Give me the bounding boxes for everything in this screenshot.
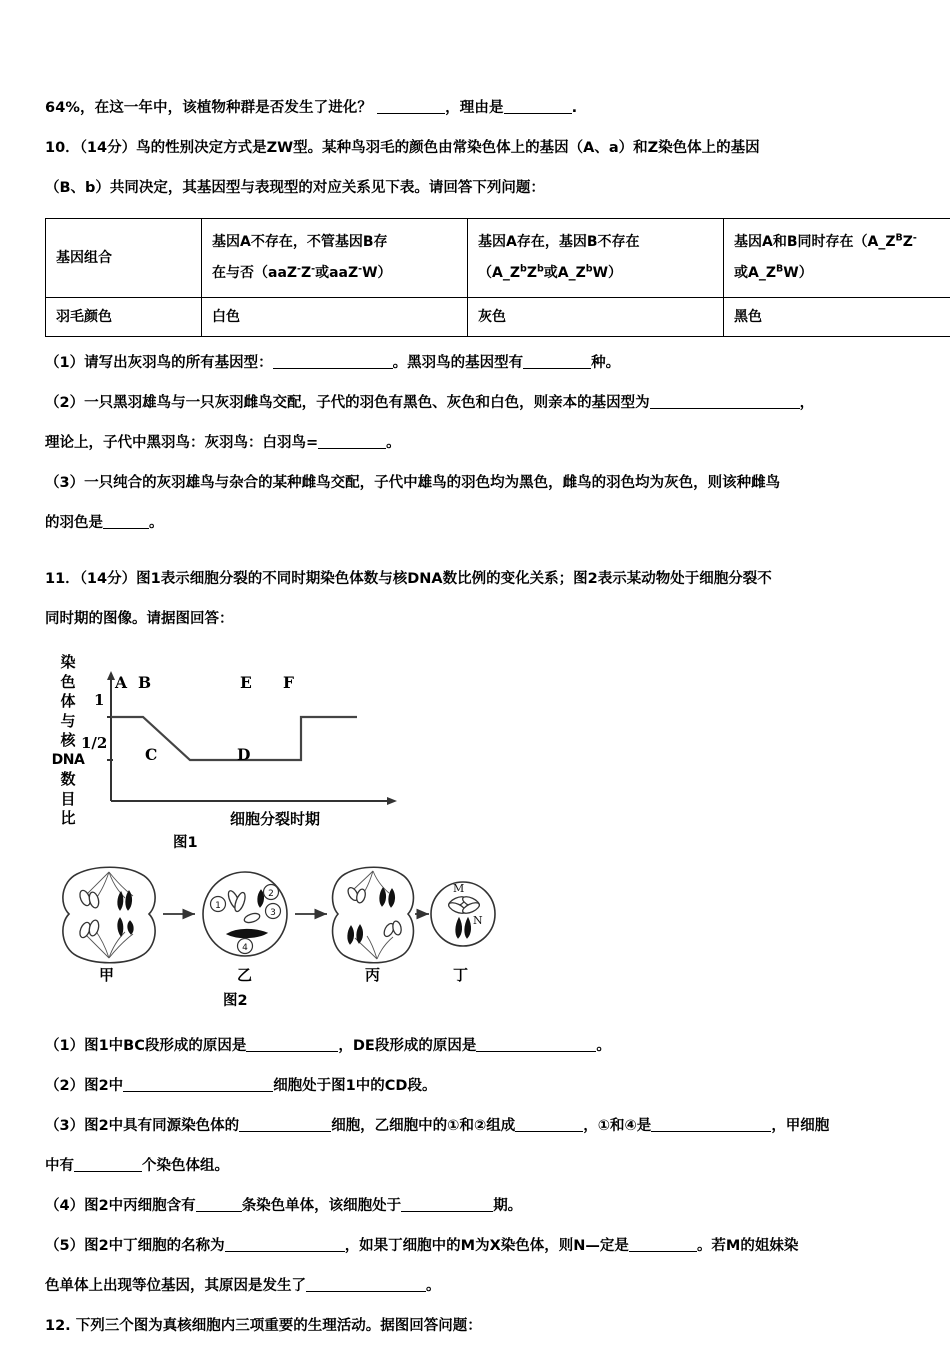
q11-sub3-b: ，①和④是 xyxy=(583,1118,651,1134)
q11-sub1-mid: ，DE段形成的原因是 xyxy=(338,1038,476,1054)
question-10-number: 10． xyxy=(45,140,80,156)
answer-blank[interactable] xyxy=(196,1211,242,1212)
q10-sub2-prefix: （2）一只黑羽雄鸟与一只灰羽雌鸟交配，子代的羽色有黑色、灰色和白色，则亲本的基因型为 xyxy=(45,395,650,411)
chromosome-N-label: N xyxy=(473,914,483,927)
answer-blank[interactable] xyxy=(629,1251,697,1252)
q10-sub3-line2-prefix: 的羽色是 xyxy=(45,515,103,531)
sup-B-2: B xyxy=(776,263,783,274)
y-label-char-1: 色 xyxy=(51,673,85,693)
answer-blank[interactable] xyxy=(318,448,386,449)
table-row-feather-color xyxy=(46,298,950,337)
spacer xyxy=(45,543,917,559)
sup-b-1: b xyxy=(520,263,527,274)
q11-sub2-suffix: 细胞处于图1中的CD段。 xyxy=(273,1078,436,1094)
q11-sub3-prefix: （3）图2中具有同源染色体的 xyxy=(45,1118,239,1134)
question-11-number: 11． xyxy=(45,571,80,587)
color-cell-gray: 灰色 xyxy=(468,298,724,337)
q10-sub2-line2-prefix: 理论上，子代中黑羽鸟：灰羽鸟：白羽鸟= xyxy=(45,435,318,451)
page-content xyxy=(45,88,917,1346)
data-point-label-F: F xyxy=(283,673,294,692)
sup-minus-2: - xyxy=(311,263,315,274)
answer-blank[interactable] xyxy=(401,1211,493,1212)
y-tick-label-1: 1 xyxy=(94,691,104,709)
data-point-label-B: B xyxy=(138,673,151,692)
q11-sub4-prefix: （4）图2中丙细胞含有 xyxy=(45,1198,196,1214)
q11-sub4-suffix: 期。 xyxy=(493,1198,522,1214)
y-label-char-2: 体 xyxy=(51,692,85,712)
cell-label-ding: 丁 xyxy=(453,964,468,985)
figure-2-caption: 图2 xyxy=(223,989,248,1010)
q11-sub4-mid: 条染色单体，该细胞处于 xyxy=(242,1198,402,1214)
data-point-label-C: C xyxy=(145,745,157,764)
q11-sub3-a: 细胞，乙细胞中的①和②组成 xyxy=(331,1118,515,1134)
y-label-char-6: 数 xyxy=(51,770,85,790)
question-12-stem xyxy=(45,1306,917,1346)
q10-sub1-mid: 。黑羽鸟的基因型有 xyxy=(393,355,524,371)
question-10-score: （14分） xyxy=(80,140,136,156)
answer-blank[interactable] xyxy=(306,1291,426,1292)
y-label-char-0: 染 xyxy=(51,653,85,673)
question-12-stem-text: 下列三个图为真核细胞内三项重要的生理活动。据图回答问题： xyxy=(76,1318,482,1334)
answer-blank[interactable] xyxy=(377,113,445,114)
question-10-stem-line1 xyxy=(45,128,917,168)
answer-blank[interactable] xyxy=(515,1131,583,1132)
question-11-sub5-line1 xyxy=(45,1226,917,1266)
question-11-sub3-line2 xyxy=(45,1146,917,1186)
data-point-label-A: A xyxy=(115,673,127,692)
answer-blank[interactable] xyxy=(74,1171,142,1172)
svg-text:4: 4 xyxy=(242,943,248,953)
cell-label-yi: 乙 xyxy=(237,964,252,985)
answer-blank[interactable] xyxy=(273,368,393,369)
chromosome-M-label: M xyxy=(453,882,464,895)
question-10-stem-text2: （B、b）共同决定，其基因型与表现型的对应关系见下表。请回答下列问题： xyxy=(45,180,545,196)
y-axis-arrow xyxy=(107,671,115,680)
q11-sub5-prefix: （5）图2中丁细胞的名称为 xyxy=(45,1238,225,1254)
answer-blank[interactable] xyxy=(225,1251,345,1252)
question-10-stem-text1: 鸟的性别决定方式是ZW型。某种鸟羽毛的颜色由常染色体上的基因（A、a）和Z染色体上的基因 xyxy=(136,140,760,156)
q10-sub2-line2-suffix: 。 xyxy=(386,435,401,451)
question-11-stem-line2 xyxy=(45,599,917,639)
svg-text:3: 3 xyxy=(270,908,276,918)
cell-label-jia: 甲 xyxy=(99,964,114,985)
genotype-cell-black xyxy=(724,219,950,298)
row-header-genotype: 基因组合 xyxy=(46,219,202,298)
genotype-cell-white-line1: 基因A不存在，不管基因B存 xyxy=(212,234,388,250)
y-label-char-4: 核 xyxy=(51,731,85,751)
y-label-char-5: DNA xyxy=(51,751,85,771)
y-label-char-8: 比 xyxy=(51,809,85,829)
question-11-sub4 xyxy=(45,1186,917,1226)
genotype-cell-white xyxy=(202,219,468,298)
genotype-cell-gray-line1: 基因A存在，基因B不存在 xyxy=(478,234,640,250)
q10-sub3-line1: （3）一只纯合的灰羽雄鸟与杂合的某种雌鸟交配，子代中雄鸟的羽色均为黑色，雌鸟的羽色均为灰色，则该种雌鸟 xyxy=(45,475,780,491)
row-header-feather-color: 羽毛颜色 xyxy=(46,298,202,337)
table-row-genotype xyxy=(46,219,950,298)
q11-sub3-line2-prefix: 中有 xyxy=(45,1158,74,1174)
answer-blank[interactable] xyxy=(103,528,149,529)
q11-sub2-prefix: （2）图2中 xyxy=(45,1078,123,1094)
genotype-cell-black-line1: 基因A和B同时存在（$A\_Z^BZ^-$ xyxy=(734,234,917,250)
question-11-score: （14分） xyxy=(80,571,136,587)
q11-sub5-line2-suffix: 。 xyxy=(426,1278,441,1294)
cell-jia xyxy=(63,867,155,963)
q11-sub1-suffix: 。 xyxy=(596,1038,611,1054)
question-10-sub3-line2 xyxy=(45,503,917,543)
sup-b-2: b xyxy=(537,263,544,274)
sup-b-3: b xyxy=(586,263,593,274)
genotype-cell-black-line2: 或$A\_Z^BW$） xyxy=(734,265,813,281)
cell-ding-svg xyxy=(415,872,505,972)
question-10-sub1 xyxy=(45,343,917,383)
cell-bing xyxy=(333,867,414,963)
q10-sub1-prefix: （1）请写出灰羽鸟的所有基因型： xyxy=(45,355,273,371)
sup-minus-1: - xyxy=(297,263,301,274)
figure-1-svg xyxy=(95,671,415,831)
question-10-sub3-line1 xyxy=(45,463,917,503)
question-11-sub2 xyxy=(45,1066,917,1106)
question-11-stem-line1 xyxy=(45,559,917,599)
color-cell-black: 黑色 xyxy=(724,298,950,337)
figure-1 xyxy=(45,653,425,858)
answer-blank[interactable] xyxy=(651,1131,771,1132)
answer-blank[interactable] xyxy=(239,1131,331,1132)
sup-minus-3: - xyxy=(358,263,362,274)
figure-1-y-axis-label xyxy=(51,653,85,829)
question-10-stem-line2 xyxy=(45,168,917,208)
continuation-text-mid: ，理由是 xyxy=(445,100,503,116)
sup-B-1: B xyxy=(896,232,903,243)
cell-label-bing: 丙 xyxy=(365,964,380,985)
answer-blank[interactable] xyxy=(504,113,572,114)
q11-sub5-mid: ，如果丁细胞中的M为X染色体，则N—定是 xyxy=(345,1238,629,1254)
figure-1-plot-area xyxy=(95,671,415,831)
data-point-label-E: E xyxy=(240,673,252,692)
question-11-stem-text1: 图1表示细胞分裂的不同时期染色体数与核DNA数比例的变化关系；图2表示某动物处于细胞分裂不 xyxy=(136,571,772,587)
y-label-char-7: 目 xyxy=(51,790,85,810)
question-11-stem-text2: 同时期的图像。请据图回答： xyxy=(45,611,234,627)
figure-1-x-axis-label: 细胞分裂时期 xyxy=(230,808,320,829)
q11-sub5-line2-prefix: 色单体上出现等位基因，其原因是发生了 xyxy=(45,1278,306,1294)
question-10-sub2-line2 xyxy=(45,423,917,463)
answer-blank[interactable] xyxy=(650,408,800,409)
data-point-label-D: D xyxy=(237,745,250,764)
y-label-char-3: 与 xyxy=(51,712,85,732)
continuation-paragraph xyxy=(45,88,917,128)
cell-yi xyxy=(203,872,287,956)
q11-sub3-line2-suffix: 个染色体组。 xyxy=(142,1158,229,1174)
figure-2-svg xyxy=(55,864,475,984)
genotype-phenotype-table xyxy=(45,218,950,337)
q10-sub2-suffix: ， xyxy=(800,395,815,411)
q11-sub5-suffix: 。若M的姐妹染 xyxy=(697,1238,798,1254)
answer-blank[interactable] xyxy=(123,1091,273,1092)
y-tick-label-half: 1/2 xyxy=(81,734,107,752)
answer-blank[interactable] xyxy=(476,1051,596,1052)
x-axis-arrow xyxy=(387,797,397,805)
question-12-number: 12. xyxy=(45,1318,71,1334)
svg-text:2: 2 xyxy=(268,889,274,899)
genotype-cell-gray-line2: （$A\_Z^bZ^b$或$A\_Z^bW$） xyxy=(478,265,622,281)
question-11-sub5-line2 xyxy=(45,1266,917,1306)
continuation-text-end: . xyxy=(572,100,578,116)
answer-blank[interactable] xyxy=(523,368,591,369)
answer-blank[interactable] xyxy=(246,1051,338,1052)
q11-sub1-prefix: （1）图1中BC段形成的原因是 xyxy=(45,1038,246,1054)
genotype-cell-gray xyxy=(468,219,724,298)
question-11-sub3-line1 xyxy=(45,1106,917,1146)
color-cell-white: 白色 xyxy=(202,298,468,337)
q10-sub1-suffix: 种。 xyxy=(591,355,620,371)
sup-minus-4: - xyxy=(913,232,917,243)
continuation-text-before: 64%，在这一年中，该植物种群是否发生了进化？ xyxy=(45,100,372,116)
genotype-cell-white-line2: 在与否（aaZ-Z-或aaZ-W） xyxy=(212,265,392,281)
figure-2 xyxy=(55,864,475,1014)
q10-sub3-line2-suffix: 。 xyxy=(149,515,164,531)
svg-text:1: 1 xyxy=(215,901,221,911)
question-10-sub2-line1 xyxy=(45,383,917,423)
q11-sub3-suffix: ，甲细胞 xyxy=(771,1118,829,1134)
figure-1-caption: 图1 xyxy=(173,831,198,852)
question-11-sub1 xyxy=(45,1026,917,1066)
